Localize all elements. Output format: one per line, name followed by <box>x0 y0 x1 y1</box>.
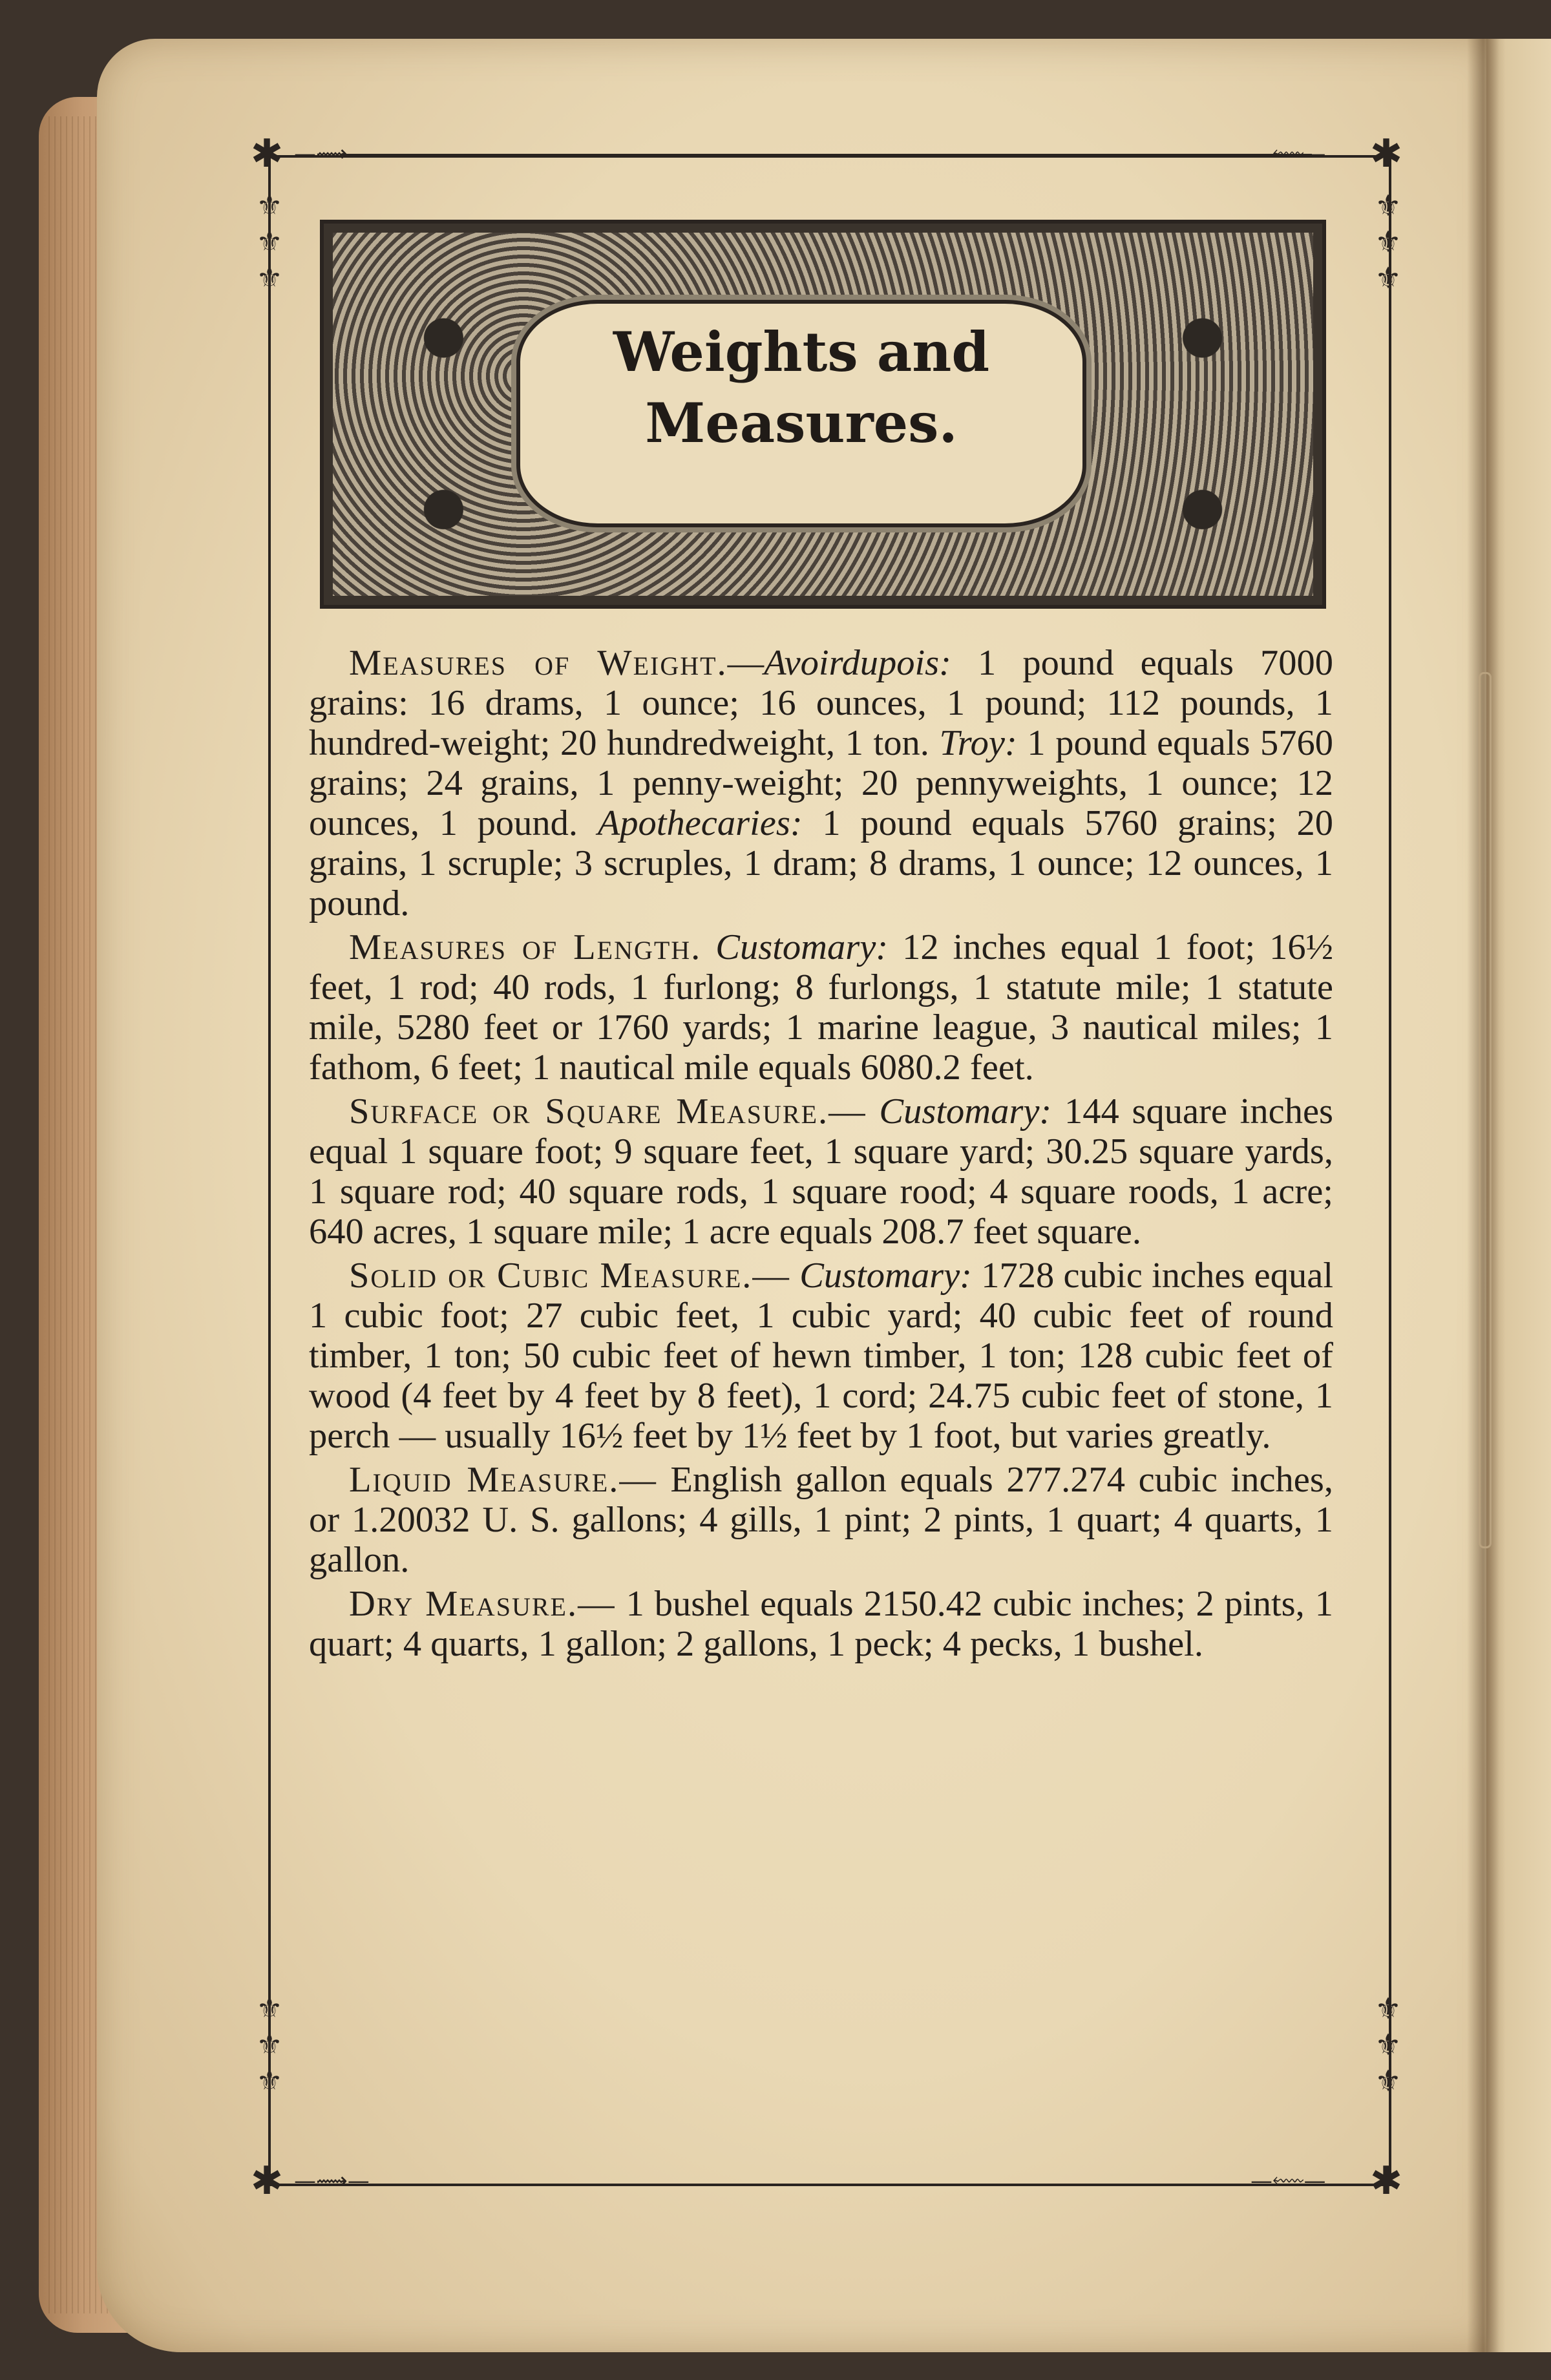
title-line-1: Weights and <box>613 320 990 384</box>
top-rule <box>343 154 1312 156</box>
section-heading: Solid or Cubic Measure.— <box>349 1256 790 1296</box>
section-heading: Surface or Square Measure.— <box>349 1091 867 1132</box>
liquid-paragraph <box>309 1460 1333 1580</box>
subsection-label: Troy: <box>939 723 1017 763</box>
rule-flourish-icon: —⟿— <box>294 141 370 167</box>
paragraph-text: 12 inches equal 1 foot; 16½ feet, 1 rod; 40 rods, 1 furlong; 8 furlongs, 1 statute mile; 1 statute mile, 5280 feet or 1760 yards; 1 marine league, 3 nautical miles; 1 fathom, 6 feet; 1 nautical mile equals 6080.2 feet. <box>309 927 1334 1088</box>
paragraph-text: 1 bushel equals 2150.42 cubic inches; 2 pints, 1 quart; 4 quarts, 1 gallon; 2 gallons, 1 peck; 4 pecks, 1 bushel. <box>309 1584 1334 1664</box>
body-text <box>309 643 1333 1668</box>
section-heading: Liquid Measure.— <box>349 1460 657 1500</box>
weight-paragraph: Measures of Weight.—Avoirdupois: 1 pound equals 7000 grains: 16 drams, 1 ounce; 16 ounces, 1 pound; 112 pounds, 1 hundred-weight; 20 hundredweight, 1 ton. Troy: 1 pound equals 5760 grains; 24 grains, 1 penny-weight; 20 pennyweights, 1 ounce; 12 ounces, 1 pound. Apothecaries: 1 pound equals 5760 grains; 20 grains, 1 scruple; 3 scruples, 1 dram; 8 drams, 1 ounce; 12 ounces, 1 pound. <box>309 643 1334 923</box>
subsection-label: Avoirdupois: <box>764 643 951 683</box>
subsection-label: Customary: <box>715 927 889 967</box>
side-ornament-icon: ⚜ ⚜ ⚜ <box>256 1991 283 2098</box>
rule-flourish-icon: —⟿— <box>294 2168 370 2194</box>
paragraph-text: 1 pound equals 7000 grains: 16 drams, 1 ounce; 16 ounces, 1 pound; 112 pounds, 1 hundred-weight; 20 hundredweight, 1 ton. <box>309 643 1334 763</box>
section-heading: Measures of Length. <box>349 927 702 967</box>
rule-flourish-icon: —⬳— <box>1250 2168 1326 2194</box>
subsection-label: Apothecaries: <box>597 803 803 843</box>
paragraph-text: 1 pound equals 5760 grains; 24 grains, 1 penny-weight; 20 pennyweights, 1 ounce; 12 ounces, 1 pound. <box>309 723 1334 843</box>
corner-ornament-icon: ✱ <box>250 131 284 176</box>
side-ornament-icon: ⚜ ⚜ ⚜ <box>1375 1991 1402 2098</box>
paragraph-text: 1 pound equals 5760 grains; 20 grains, 1 scruple; 3 scruples, 1 dram; 8 drams, 1 ounce; 12 ounces, 1 pound. <box>309 803 1333 923</box>
corner-ornament-icon: ✱ <box>1369 2158 1403 2204</box>
side-ornament-icon: ⚜ ⚜ ⚜ <box>256 188 283 295</box>
page-title <box>520 317 1082 459</box>
corner-ornament-icon: ✱ <box>250 2158 284 2204</box>
paragraph-text: 144 square inches equal 1 square foot; 9 square feet, 1 square yard; 30.25 square yards, 1 square rod; 40 square rods, 1 square rood; 4 square roods, 1 acre; 640 acres, 1 square mile; 1 acre equals 208.7 feet square. <box>309 1091 1334 1252</box>
title-line-2: Measures. <box>645 391 958 455</box>
section-heading: Measures of Weight. <box>349 643 728 683</box>
paragraph-text: 1728 cubic inches equal 1 cubic foot; 27 cubic feet, 1 cubic yard; 40 cubic feet of round timber, 1 ton; 50 cubic feet of hewn timber, 1 ton; 128 cubic feet of wood (4 feet by 4 feet by 8 feet), 1 cord; 24.75 cubic feet of stone, 1 perch — usually 16½ feet by 1½ feet by 1 foot, but varies greatly. <box>309 1256 1334 1456</box>
side-ornament-icon: ⚜ ⚜ ⚜ <box>1375 188 1402 295</box>
solid-paragraph <box>309 1256 1333 1456</box>
subsection-label: Customary: <box>879 1091 1052 1132</box>
section-heading: Dry Measure.— <box>349 1584 616 1624</box>
length-paragraph <box>309 927 1333 1088</box>
paragraph-text: English gallon equals 277.274 cubic inches, or 1.20032 U. S. gallons; 4 gills, 1 pint; 2 pints, 1 quart; 4 quarts, 1 gallon. <box>309 1460 1333 1580</box>
subsection-label: Customary: <box>799 1256 972 1296</box>
corner-ornament-icon: ✱ <box>1369 131 1403 176</box>
surface-paragraph <box>309 1091 1333 1252</box>
dry-paragraph <box>309 1584 1333 1664</box>
rule-flourish-icon: —⬳— <box>1250 141 1326 167</box>
binding-thread <box>1479 672 1492 1548</box>
